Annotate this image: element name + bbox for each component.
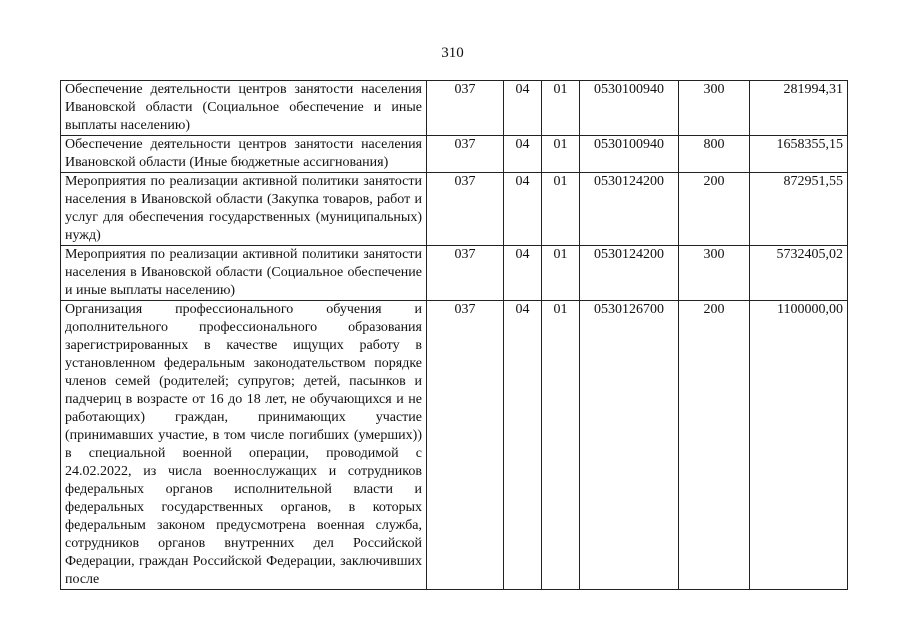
ministry-code: 037 [427,301,504,590]
amount-value: 281994,31 [750,81,848,136]
row-description: Мероприятия по реализации активной политики занятости населения в Ивановской области (Закупка товаров, работ и услуг для обеспечения государственных (муниципальных) нужд) [61,173,427,246]
subsection-code: 01 [542,81,580,136]
section-code: 04 [504,81,542,136]
table-row [61,136,848,173]
amount-value: 1100000,00 [750,301,848,590]
target-article-code: 0530100940 [580,81,679,136]
table-row [61,173,848,246]
ministry-code: 037 [427,136,504,173]
subsection-code: 01 [542,173,580,246]
ministry-code: 037 [427,173,504,246]
expense-type-code: 200 [679,173,750,246]
subsection-code: 01 [542,136,580,173]
section-code: 04 [504,173,542,246]
amount-value: 1658355,15 [750,136,848,173]
row-description: Обеспечение деятельности центров занятости населения Ивановской области (Социальное обеспечение и иные выплаты населению) [61,81,427,136]
table-row [61,301,848,590]
section-code: 04 [504,301,542,590]
expense-type-code: 300 [679,246,750,301]
amount-value: 5732405,02 [750,246,848,301]
subsection-code: 01 [542,301,580,590]
expense-type-code: 300 [679,81,750,136]
amount-value: 872951,55 [750,173,848,246]
subsection-code: 01 [542,246,580,301]
row-description: Организация профессионального обучения и дополнительного профессионального образования зарегистрированных в качестве ищущих работу в установленном федеральным законодательством порядке членов семей (родителей; супругов; детей, пасынков и падчериц в возрасте от 16 до 18 лет, не обучающихся и не работающих) граждан, принимающих участие (принимавших участие, в том числе погибших (умерших)) в специальной военной операции, проводимой с 24.02.2022, из числа военнослужащих и сотрудников федеральных органов исполнительной власти и федеральных государственных органов, в которых федеральным законом предусмотрена военная служба, сотрудников органов внутренних дел Российской Федерации, граждан Российской Федерации, заключивших после [61,301,427,590]
ministry-code: 037 [427,246,504,301]
expense-type-code: 200 [679,301,750,590]
target-article-code: 0530124200 [580,246,679,301]
table-row [61,246,848,301]
expense-type-code: 800 [679,136,750,173]
target-article-code: 0530126700 [580,301,679,590]
budget-table [60,80,848,590]
section-code: 04 [504,246,542,301]
target-article-code: 0530100940 [580,136,679,173]
section-code: 04 [504,136,542,173]
target-article-code: 0530124200 [580,173,679,246]
table-row [61,81,848,136]
row-description: Обеспечение деятельности центров занятости населения Ивановской области (Иные бюджетные ассигнования) [61,136,427,173]
row-description: Мероприятия по реализации активной политики занятости населения в Ивановской области (Социальное обеспечение и иные выплаты населению) [61,246,427,301]
page-number: 310 [441,45,464,61]
ministry-code: 037 [427,81,504,136]
